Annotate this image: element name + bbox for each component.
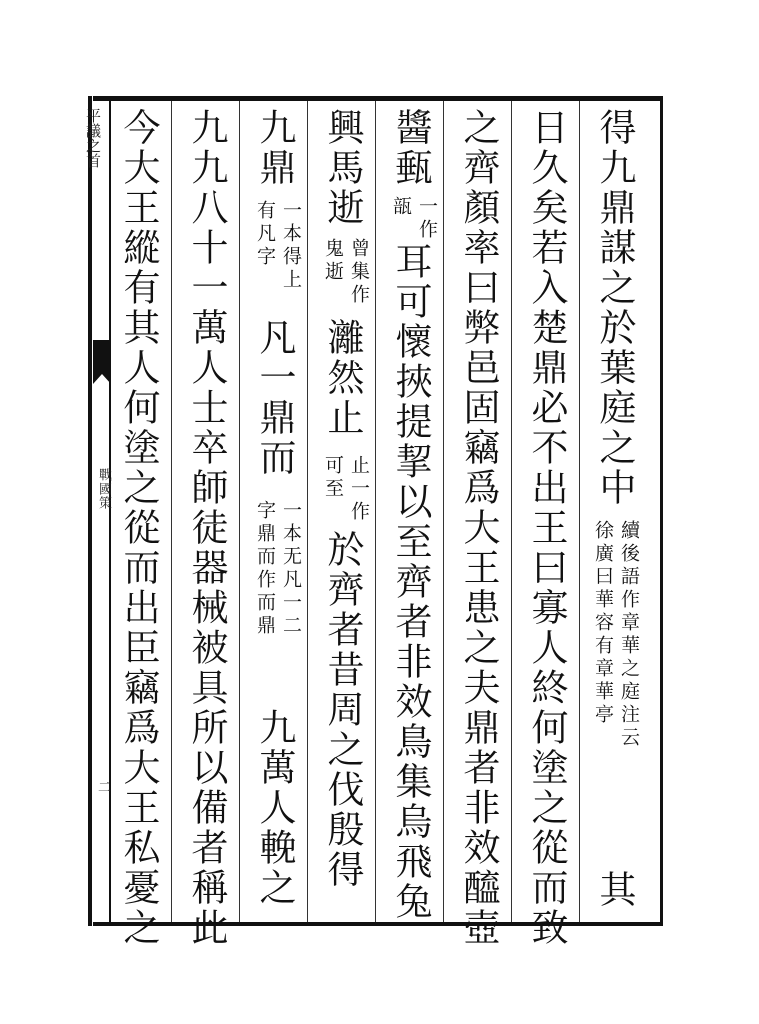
fold-page-number: 二 <box>95 780 110 793</box>
text-column-4: 耳可懷挾提挈以至齊者非效鳥集烏飛兔 <box>389 242 432 922</box>
annotation-4b: 瓿 <box>390 196 412 219</box>
annotation-1a: 續後語作章華之庭注云 <box>618 520 640 750</box>
text-column-2: 日久矣若入楚鼎必不出王曰寡人終何塗之從而致 <box>525 108 568 948</box>
text-column-5: 灕然止 <box>321 318 364 438</box>
fold-book-title: 戰國策 <box>96 468 111 510</box>
text-column-6-tail: 九萬人輓之 <box>253 708 296 908</box>
column-rule <box>511 101 512 922</box>
text-column-1-tail: 其 <box>593 870 636 910</box>
frame-left-border <box>88 96 92 926</box>
column-rule <box>375 101 376 922</box>
text-column-6: 凡一鼎而 <box>253 318 296 478</box>
column-rule <box>443 101 444 922</box>
page-frame <box>84 96 663 926</box>
annotation-5d: 可至 <box>322 455 344 501</box>
annotation-5a: 曾集作 <box>348 238 370 307</box>
text-column-7: 九九八十一萬人士卒師徒器械被具所以備者稱此 <box>185 108 228 948</box>
text-column-5-head: 興馬逝 <box>321 108 364 228</box>
column-rule <box>307 101 308 922</box>
text-column-4-head: 醬甀 <box>389 108 432 188</box>
column-rule <box>579 101 580 922</box>
text-column-1: 得九鼎謀之於葉庭之中 <box>593 108 636 508</box>
annotation-5c: 止一作 <box>348 455 370 524</box>
annotation-6d: 字鼎而作而鼎 <box>254 500 276 638</box>
fish-tail-mark <box>93 340 111 374</box>
annotation-1b: 徐廣曰華容有章華亭 <box>592 520 614 727</box>
annotation-6a: 一本得上 <box>280 200 302 292</box>
text-column-5-tail: 於齊者昔周之伐殷得 <box>321 530 364 890</box>
column-rule <box>239 101 240 922</box>
text-column-6-head: 九鼎 <box>253 108 296 188</box>
annotation-6b: 有凡字 <box>254 200 276 269</box>
column-rule <box>171 101 172 922</box>
annotation-6c: 一本无凡一二 <box>280 500 302 638</box>
text-column-3: 之齊顏率曰弊邑固竊爲大王患之夫鼎者非效醯壺 <box>457 108 500 948</box>
text-column-8: 今大王縱有其人何塗之從而出臣竊爲大王私憂之 <box>117 108 160 948</box>
annotation-4a: 一作 <box>416 196 438 242</box>
annotation-5b: 鬼逝 <box>322 238 344 284</box>
fold-margin-glyphs: 平議之首 <box>84 108 102 168</box>
fold-margin <box>84 101 111 922</box>
